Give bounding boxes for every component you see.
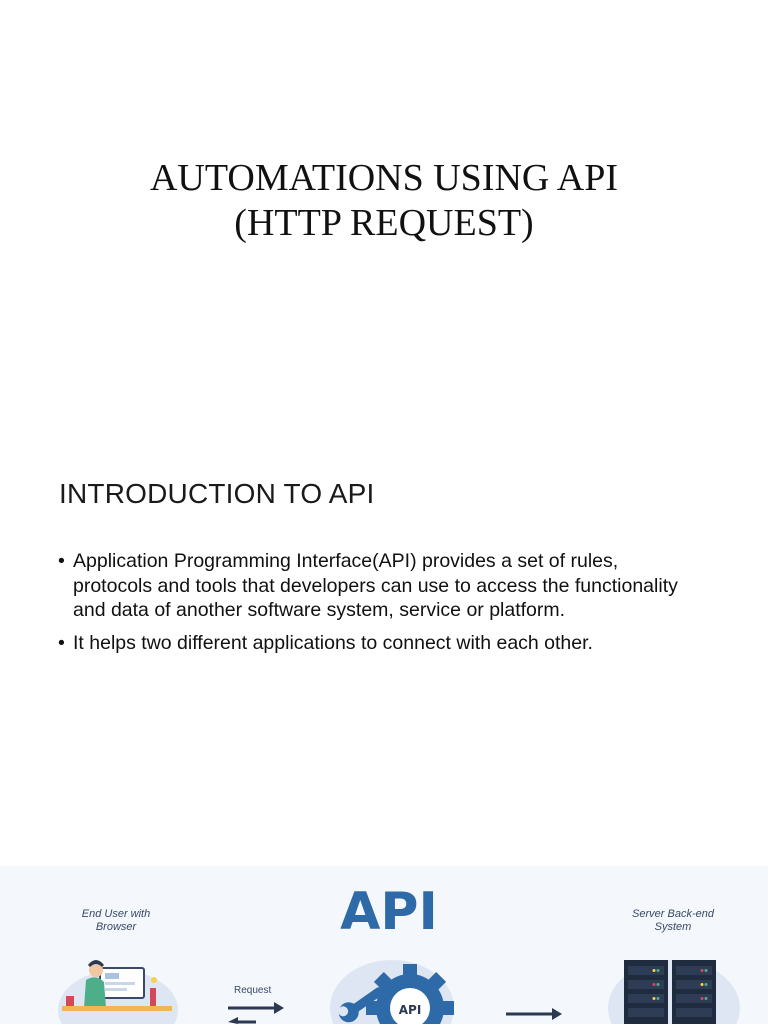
section-heading: INTRODUCTION TO API [59,478,375,509]
end-user-label-line-1: End User with [81,908,151,920]
desk [62,1006,172,1011]
bullet-item [58,631,678,656]
server-label-line-1: Server Back-end [632,908,714,920]
api-gear-illustration [322,946,462,1024]
request-label: Request [234,985,272,996]
bullet-marker: • [58,631,65,654]
bullet-marker: • [58,550,65,572]
bullet-item [58,549,678,623]
api-title: API [340,882,438,942]
gear-label: API [398,1003,422,1017]
server-illustration [596,946,746,1024]
bullet-text: Application Programming Interface(API) provides a set of rules, protocols and tools that developers can use to access the functionality and data of another software system, service or platform. [73,550,678,621]
response-arrow [504,1006,566,1022]
title-line-1: AUTOMATIONS USING API [149,157,618,199]
arrow-right-icon [274,1002,284,1014]
server-label-line-2: System [654,921,692,933]
person-body [84,977,106,1008]
request-arrow [226,998,286,1024]
end-user-illustration [48,950,188,1024]
arrow-right-icon [552,1008,562,1020]
arrow-left-icon [228,1017,238,1024]
bullet-text: It helps two different applications to connect with each other. [73,631,593,654]
bullet-list [58,549,678,663]
end-user-label [62,908,170,934]
bulb-icon [151,977,157,983]
mug-icon [66,996,74,1006]
server-label [614,908,732,934]
end-user-label-line-2: Browser [95,921,137,933]
slide-title [0,156,768,246]
api-diagram [0,866,768,1024]
title-line-2: (HTTP REQUEST) [234,202,534,244]
